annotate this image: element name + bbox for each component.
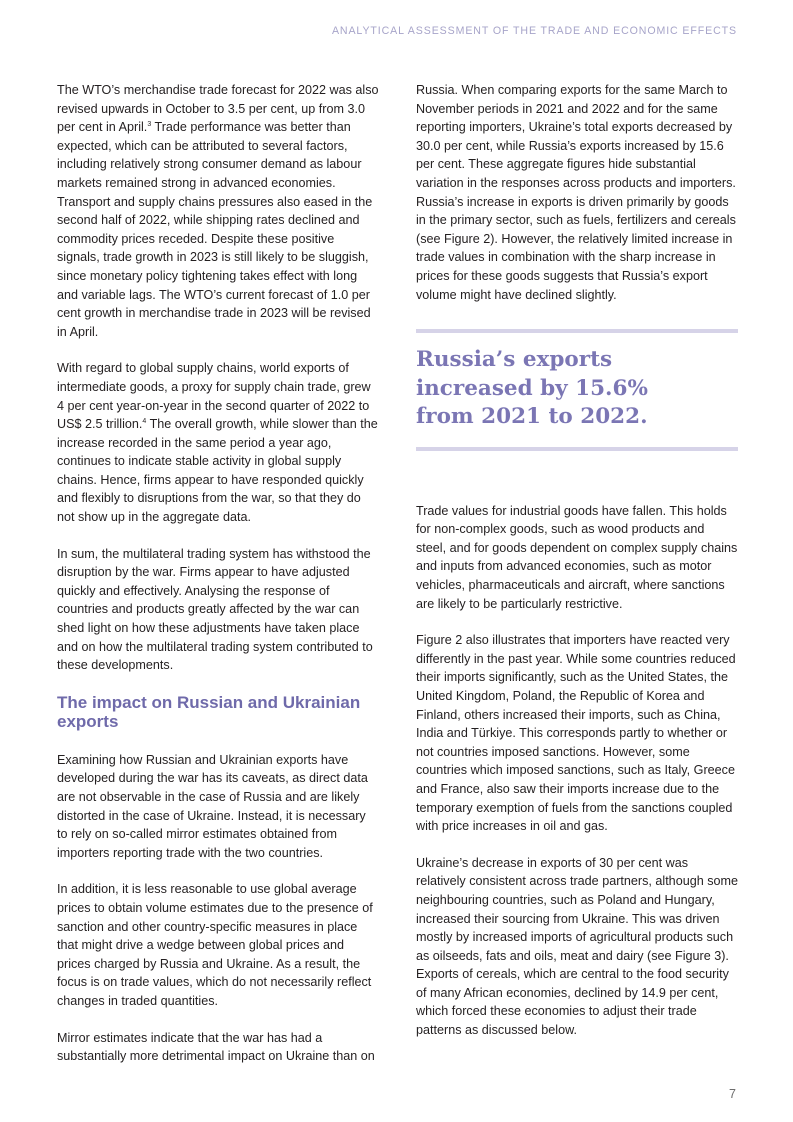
- paragraph-multilateral-system: In sum, the multilateral trading system has withstood the disruption by the war. Firms appear to have adjusted quickly and effectively. Analysing the response of countries and products greatly affected by the war can shed light on how these adjustments have taken place and on how the multilateral trading system contributed to these developments.: [57, 546, 373, 673]
- page-number: 7: [729, 1087, 736, 1101]
- paragraph-mirror-estimates: Mirror estimates indicate that the war has had a substantially more detrimental impact on Ukraine than on: [57, 1030, 375, 1064]
- pull-quote: [416, 329, 738, 451]
- paragraph-importers: Figure 2 also illustrates that importers have reacted very differently in the past year. While some countries reduced their imports significantly, such as the United States, the United Kingdom, Poland, the Republic of Korea and Finland, others increased their imports, such as China, India and Türkiye. This corresponds partly to whether or not countries imposed sanctions. However, some countries which imposed sanctions, such as Italy, Greece and France, also saw their imports increase due to the temporary exemption of fuels from the sanctions coupled with price increases in oil and gas.: [416, 633, 736, 834]
- pull-quote-text: Russia’s exports increased by 15.6% from 2021 to 2022.: [416, 347, 648, 430]
- paragraph-trade-forecast: [57, 81, 379, 341]
- paragraph-supply-chains: [57, 359, 379, 526]
- paragraph-industrial-goods: Trade values for industrial goods have fallen. This holds for non-complex goods, such as wood products and steel, and for goods dependent on complex supply chains and inputs from advanced economies, such as motor vehicles, pharmaceuticals and aircraft, where sanctions are likely to be particularly restrictive.: [416, 503, 738, 611]
- paragraph-text: With regard to global supply chains, world exports of intermediate goods, a proxy for supply chain trade, grew 4 per cent year-on-year in the second quarter of 2022 to US$ 2.5 trillion.: [57, 361, 371, 432]
- paragraph-text: Trade performance was better than expected, which can be attributed to several factors, including relatively strong consumer demand as labour markets remained strong in advanced economies. Transport and supply chains pressures also eased in the second half of 2022, while shipping rates declined and commodity prices receded. Despite these positive signals, trade growth in 2023 is still likely to be sluggish, since monetary policy tightening takes effect with long and variable lags. The WTO’s current forecast of 1.0 per cent growth in merchandise trade in 2023 will be revised in April.: [57, 120, 373, 339]
- paragraph-ukraine-exports: Ukraine’s decrease in exports of 30 per cent was relatively consistent across trade partners, although some neighbouring countries, such as Poland and Hungary, increased their sourcing from Ukraine. This was driven mostly by increased imports of agricultural products such as oilseeds, fats and oils, meat and dairy (see Figure 3). Exports of cereals, which are central to the food security of many African economies, declined by 14.9 per cent, which forced these economies to adjust their trade patterns as discussed below.: [416, 855, 739, 1038]
- footnote-ref-3[interactable]: 3: [147, 121, 152, 128]
- footnote-ref-4[interactable]: 4: [142, 417, 147, 425]
- paragraph-prices: In addition, it is less reasonable to use global average prices to obtain volume estimates due to the presence of sanction and other country-specific measures in place that might drive a wedge between global prices and prices charged by Russia and Ukraine. As a result, the focus is on trade values, which do not necessarily reflect changes in traded quantities.: [57, 882, 373, 1008]
- left-column: [57, 81, 379, 1084]
- right-column: [416, 81, 738, 1058]
- paragraph-text: The WTO’s merchandise trade forecast for 2022 was also revised upwards in October to 3.5 per cent, up from 3.0 per cent in April.: [57, 83, 379, 135]
- paragraph-text: The overall growth, while slower than the increase recorded in the same period a year ago, continues to indicate stable activity in global supply chains. Hence, firms appear to have responded quickly and flexibly to disruptions from the war, so that they do not show up in the aggregate data.: [57, 417, 378, 525]
- section-heading: The impact on Russian and Ukrainian exports: [57, 692, 361, 732]
- paragraph-export-comparison: Russia. When comparing exports for the same March to November periods in 2021 and 2022 and for the same reporting importers, Ukraine’s total exports decreased by 30.0 per cent, while Russia’s exports increased by 15.6 per cent. These aggregate figures hide substantial variation in the responses across products and importers. Russia’s increase in exports is driven primarily by goods in the primary sector, such as fuels, fertilizers and cereals (see Figure 2). However, the relatively limited increase in trade values in combination with the sharp increase in prices for these goods suggests that Russia’s export volume might have declined slightly.: [416, 83, 736, 302]
- running-header: ANALYTICAL ASSESSMENT OF THE TRADE AND ECONOMIC EFFECTS: [331, 25, 737, 37]
- paragraph-caveats: Examining how Russian and Ukrainian exports have developed during the war has its caveats, as direct data are not observable in the case of Russia and are likely distorted in the case of Ukraine. Instead, it is necessary to rely on so-called mirror estimates obtained from importers reporting trade with the two countries.: [57, 752, 368, 860]
